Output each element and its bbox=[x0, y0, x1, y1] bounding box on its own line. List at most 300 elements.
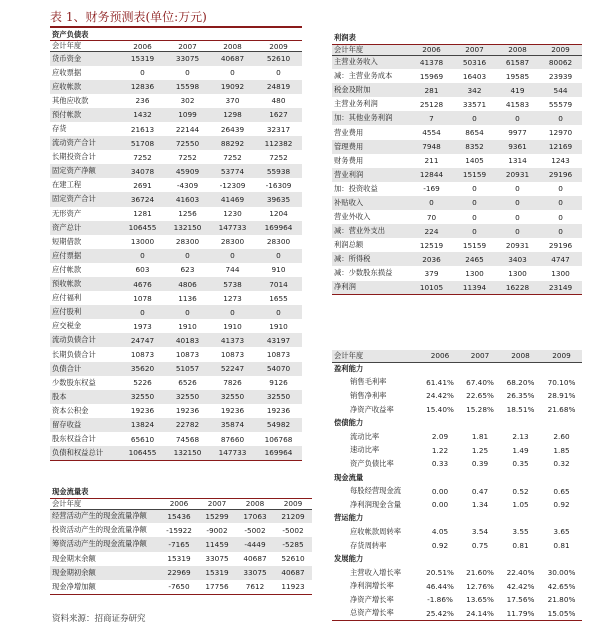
row-value: 132150 bbox=[165, 446, 210, 460]
row-value: 68.20% bbox=[506, 377, 535, 387]
row-value: 7948 bbox=[410, 140, 453, 154]
table-row bbox=[332, 580, 582, 594]
row-value: 23149 bbox=[539, 281, 582, 295]
row-value: 19236 bbox=[130, 406, 155, 416]
row-value: 0 bbox=[165, 249, 210, 263]
row-value: 21.68% bbox=[547, 405, 576, 415]
row-value: 0 bbox=[255, 249, 302, 263]
row-value: -5002 bbox=[282, 525, 304, 535]
row-value: 34078 bbox=[120, 164, 165, 178]
row-value: 4806 bbox=[165, 277, 210, 291]
row-value: 17756 bbox=[198, 580, 236, 594]
row-value: -1.86% bbox=[427, 595, 453, 605]
table-row bbox=[50, 192, 302, 206]
row-value: 16403 bbox=[462, 71, 487, 81]
row-label: 销售毛利率 bbox=[350, 377, 387, 387]
row-value: 1627 bbox=[255, 108, 302, 122]
row-value: 211 bbox=[424, 156, 439, 166]
row-value: 24747 bbox=[120, 333, 165, 347]
table-row bbox=[50, 178, 302, 192]
row-value: 12169 bbox=[539, 140, 582, 154]
row-value: -169 bbox=[423, 184, 440, 194]
row-value: 15299 bbox=[198, 509, 236, 523]
table-row bbox=[332, 69, 582, 83]
row-value: 35620 bbox=[120, 362, 165, 376]
row-value: 17.56% bbox=[506, 595, 535, 605]
row-value: 22144 bbox=[175, 124, 200, 134]
row-value: 3403 bbox=[496, 252, 539, 266]
table-row bbox=[332, 210, 582, 224]
table-row bbox=[332, 389, 582, 403]
row-value: 112382 bbox=[255, 136, 302, 150]
row-value: 0.92 bbox=[431, 541, 449, 551]
header-row bbox=[50, 498, 312, 509]
row-value: 1314 bbox=[508, 156, 527, 166]
table-row bbox=[332, 539, 582, 553]
row-value: 4676 bbox=[120, 277, 165, 291]
row-value: 15319 bbox=[167, 554, 191, 564]
row-value: 0 bbox=[410, 196, 453, 210]
section-title-row bbox=[50, 30, 302, 41]
row-value: 40687 bbox=[274, 566, 312, 580]
row-value: 51708 bbox=[120, 136, 165, 150]
table-row bbox=[332, 182, 582, 196]
row-value: 20931 bbox=[496, 168, 539, 182]
row-value: 224 bbox=[410, 224, 453, 238]
row-label: 减：主营业务成本 bbox=[334, 71, 393, 81]
table-row bbox=[50, 66, 302, 80]
header-year: 2009 bbox=[274, 498, 312, 509]
table-row bbox=[332, 196, 582, 210]
row-value: 9977 bbox=[508, 128, 527, 138]
row-label: 加：投资收益 bbox=[334, 183, 378, 193]
ratio-group-name: 偿债能力 bbox=[334, 418, 364, 428]
row-value: 744 bbox=[225, 265, 240, 275]
table-row bbox=[50, 390, 302, 404]
table-row bbox=[50, 432, 302, 446]
row-value: 15319 bbox=[120, 52, 165, 66]
row-value: 236 bbox=[135, 96, 150, 106]
row-value: 32550 bbox=[255, 390, 302, 404]
row-value: 0 bbox=[453, 224, 496, 238]
row-label: 货币资金 bbox=[50, 52, 120, 66]
row-value: 10873 bbox=[266, 350, 291, 360]
row-value: 40687 bbox=[210, 52, 255, 66]
table-row bbox=[332, 154, 582, 168]
table-row bbox=[332, 238, 582, 252]
row-value: 480 bbox=[271, 96, 286, 106]
row-value: 0 bbox=[230, 68, 235, 78]
financial-ratios-table bbox=[332, 350, 582, 621]
row-label: 加：其他业务利润 bbox=[332, 111, 410, 125]
row-label: 存货周转率 bbox=[350, 540, 387, 550]
ratio-group-row bbox=[332, 552, 582, 566]
row-value: 0 bbox=[515, 184, 520, 194]
row-value: 1273 bbox=[223, 293, 242, 303]
row-value: 9126 bbox=[269, 378, 288, 388]
row-value: 1973 bbox=[133, 321, 152, 331]
row-value: 52247 bbox=[210, 362, 255, 376]
row-label: 营业费用 bbox=[334, 127, 364, 137]
row-value: 4.05 bbox=[431, 527, 449, 537]
row-value: 52610 bbox=[281, 554, 305, 564]
row-value: 33075 bbox=[236, 566, 274, 580]
row-value: 21209 bbox=[274, 509, 312, 523]
header-year: 2006 bbox=[420, 350, 460, 362]
table-row bbox=[50, 418, 302, 432]
row-value: 28300 bbox=[220, 237, 245, 247]
row-value: 0.81 bbox=[512, 541, 529, 551]
row-value: 1078 bbox=[133, 293, 152, 303]
table-row bbox=[50, 94, 302, 108]
row-value: 41469 bbox=[210, 192, 255, 206]
row-label: 短期借款 bbox=[52, 236, 82, 246]
row-label: 预收帐款 bbox=[50, 277, 120, 291]
ratio-group-row bbox=[332, 471, 582, 485]
ratio-group-row bbox=[332, 362, 582, 376]
header-year: 2006 bbox=[410, 44, 453, 55]
table-row bbox=[332, 525, 582, 539]
title-rule bbox=[50, 26, 302, 28]
table-row bbox=[332, 607, 582, 621]
row-label: 长期投资合计 bbox=[52, 152, 96, 162]
row-value: 0.47 bbox=[471, 486, 489, 496]
row-label: 财务费用 bbox=[334, 155, 364, 165]
row-value: 0 bbox=[558, 184, 563, 194]
header-row bbox=[50, 41, 302, 52]
header-row bbox=[332, 350, 582, 362]
row-value: 0.75 bbox=[471, 541, 489, 551]
row-label: 补贴收入 bbox=[332, 196, 410, 210]
header-year: 2009 bbox=[541, 350, 582, 362]
row-value: 24.14% bbox=[460, 607, 500, 621]
row-label: 无形资产 bbox=[52, 208, 82, 218]
row-value: 7014 bbox=[255, 277, 302, 291]
row-value: -7650 bbox=[160, 580, 198, 594]
table-row bbox=[332, 111, 582, 125]
row-value: 12970 bbox=[548, 128, 573, 138]
row-value: 0 bbox=[185, 68, 190, 78]
row-value: 36724 bbox=[120, 192, 165, 206]
row-value: 1405 bbox=[465, 156, 484, 166]
row-value: 302 bbox=[180, 96, 195, 106]
row-label: 存货 bbox=[52, 124, 67, 134]
table-row bbox=[50, 277, 302, 291]
table-row bbox=[332, 498, 582, 512]
row-label: 经营活动产生的现金流量净额 bbox=[50, 509, 160, 523]
ratio-group-name: 盈利能力 bbox=[334, 364, 364, 374]
row-value: 0 bbox=[496, 224, 539, 238]
row-value: 19236 bbox=[266, 406, 291, 416]
row-label: 净利润 bbox=[332, 281, 410, 295]
row-value: 43197 bbox=[255, 333, 302, 347]
row-value: 65610 bbox=[130, 434, 155, 444]
source-note: 资料来源：招商证券研究 bbox=[52, 614, 146, 624]
table-row bbox=[50, 333, 302, 347]
header-row bbox=[332, 44, 582, 55]
table-row bbox=[50, 446, 302, 460]
row-value: 15598 bbox=[165, 80, 210, 94]
row-value: 19236 bbox=[220, 406, 245, 416]
row-label: 税金及附加 bbox=[332, 83, 410, 97]
table-row bbox=[50, 376, 302, 390]
row-value: 9361 bbox=[496, 140, 539, 154]
table-row bbox=[50, 263, 302, 277]
row-value: 15159 bbox=[462, 240, 487, 250]
row-value: -5002 bbox=[244, 525, 266, 535]
table-row bbox=[50, 537, 312, 551]
row-value: 28.91% bbox=[547, 391, 576, 401]
table-row bbox=[50, 509, 312, 523]
row-value: 7252 bbox=[133, 152, 152, 162]
table-row bbox=[50, 566, 312, 580]
table-row bbox=[332, 484, 582, 498]
row-label: 留存收益 bbox=[50, 418, 120, 432]
row-value: 7826 bbox=[223, 378, 242, 388]
row-value: 0 bbox=[496, 111, 539, 125]
row-value: 0.92 bbox=[553, 500, 570, 510]
row-value: 41583 bbox=[505, 99, 530, 109]
row-value: 15.28% bbox=[466, 405, 494, 415]
page-title: 表 1、财务预测表(单位:万元) bbox=[50, 10, 207, 24]
row-value: 50316 bbox=[453, 55, 496, 69]
row-value: 13824 bbox=[120, 418, 165, 432]
table-row bbox=[50, 291, 302, 305]
row-label: 净资产增长率 bbox=[350, 594, 394, 604]
row-value: 21613 bbox=[130, 124, 155, 134]
row-label: 净利润增长率 bbox=[350, 581, 394, 591]
row-label: 销售净利率 bbox=[350, 390, 387, 400]
row-value: 1.25 bbox=[471, 445, 489, 455]
row-value: 0.35 bbox=[512, 459, 529, 469]
row-value: 169964 bbox=[255, 221, 302, 235]
header-year: 2007 bbox=[453, 44, 496, 55]
row-value: 0.00 bbox=[431, 500, 449, 510]
row-value: -15922 bbox=[166, 525, 192, 535]
row-value: -7165 bbox=[160, 537, 198, 551]
table-row bbox=[50, 150, 302, 164]
table-row bbox=[332, 97, 582, 111]
table-row bbox=[332, 252, 582, 266]
row-value: 11923 bbox=[274, 580, 312, 594]
row-value: 16228 bbox=[496, 281, 539, 295]
table-row bbox=[50, 552, 312, 566]
header-year: 2007 bbox=[165, 41, 210, 52]
row-value: 87660 bbox=[220, 434, 245, 444]
row-value: 1910 bbox=[178, 321, 197, 331]
row-value: 40687 bbox=[243, 554, 267, 564]
row-value: 33075 bbox=[205, 554, 229, 564]
header-year: 2009 bbox=[539, 44, 582, 55]
row-value: 2465 bbox=[453, 252, 496, 266]
row-value: 10873 bbox=[130, 350, 155, 360]
table-row bbox=[332, 403, 582, 417]
row-label: 投资活动产生的现金流量净额 bbox=[52, 525, 147, 535]
row-value: 0 bbox=[539, 224, 582, 238]
row-value: 1910 bbox=[269, 321, 288, 331]
row-value: 12844 bbox=[410, 168, 453, 182]
row-value: 39635 bbox=[255, 192, 302, 206]
row-value: 0 bbox=[472, 184, 477, 194]
header-year: 2008 bbox=[496, 44, 539, 55]
row-value: 41378 bbox=[410, 55, 453, 69]
balance-sheet-table bbox=[50, 30, 302, 461]
row-value: 1910 bbox=[223, 321, 242, 331]
table-row bbox=[50, 249, 302, 263]
row-label: 应付福利 bbox=[52, 293, 82, 303]
row-value: 1.49 bbox=[512, 445, 529, 455]
row-label: 固定资产合计 bbox=[50, 192, 120, 206]
row-label: 应付帐款 bbox=[52, 264, 82, 274]
row-value: 0.65 bbox=[553, 486, 570, 496]
row-value: 7 bbox=[410, 111, 453, 125]
table-row bbox=[332, 55, 582, 69]
row-value: 0 bbox=[558, 212, 563, 222]
row-value: 70.10% bbox=[547, 377, 576, 387]
row-value: 15.40% bbox=[426, 405, 454, 415]
row-label: 净利润现金含量 bbox=[350, 499, 402, 509]
row-value: 0.32 bbox=[553, 459, 570, 469]
row-value: 7252 bbox=[269, 152, 288, 162]
row-value: 1298 bbox=[210, 108, 255, 122]
row-value: 1230 bbox=[223, 209, 242, 219]
row-value: 147733 bbox=[210, 446, 255, 460]
section-title-row bbox=[50, 486, 312, 498]
table-row bbox=[332, 566, 582, 580]
row-value: 41373 bbox=[210, 333, 255, 347]
row-value: 8654 bbox=[465, 128, 484, 138]
row-label: 减：少数股东损益 bbox=[334, 268, 393, 278]
row-value: 33571 bbox=[462, 99, 487, 109]
row-label: 长期负债合计 bbox=[52, 349, 96, 359]
row-value: 0.39 bbox=[471, 459, 489, 469]
row-label: 流动负债合计 bbox=[50, 333, 120, 347]
row-value: 51057 bbox=[165, 362, 210, 376]
table-row bbox=[50, 207, 302, 221]
row-value: 32550 bbox=[120, 390, 165, 404]
row-value: 5738 bbox=[210, 277, 255, 291]
row-value: 0 bbox=[496, 196, 539, 210]
row-value: 88292 bbox=[210, 136, 255, 150]
row-label: 流动资产合计 bbox=[50, 136, 120, 150]
row-value: -16309 bbox=[265, 180, 292, 190]
row-label: 利润总额 bbox=[334, 240, 364, 250]
row-value: 0 bbox=[255, 305, 302, 319]
row-label: 预付帐款 bbox=[50, 108, 120, 122]
row-label: 股东权益合计 bbox=[52, 434, 96, 444]
header-label: 会计年度 bbox=[50, 41, 120, 52]
row-value: 35874 bbox=[210, 418, 255, 432]
table-row bbox=[332, 125, 582, 139]
row-label: 主营收入增长率 bbox=[350, 567, 402, 577]
row-value: 4554 bbox=[422, 128, 441, 138]
table-row bbox=[50, 80, 302, 94]
row-value: 0 bbox=[515, 212, 520, 222]
row-label: 减：所得税 bbox=[332, 252, 410, 266]
ratio-group-name: 现金流量 bbox=[334, 472, 364, 482]
table-row bbox=[332, 224, 582, 238]
table-row bbox=[50, 221, 302, 235]
row-label: 现金期初余额 bbox=[50, 566, 160, 580]
row-value: 17063 bbox=[236, 509, 274, 523]
table-row bbox=[50, 235, 302, 249]
table-row bbox=[332, 281, 582, 295]
row-value: 15159 bbox=[453, 168, 496, 182]
row-value: 24.42% bbox=[426, 391, 454, 401]
row-value: 23939 bbox=[548, 71, 573, 81]
row-value: 1.05 bbox=[512, 500, 529, 510]
row-value: -9002 bbox=[206, 525, 228, 535]
income-statement-table bbox=[332, 33, 582, 295]
section-title-row bbox=[332, 33, 582, 44]
header-year: 2007 bbox=[198, 498, 236, 509]
row-value: 22782 bbox=[165, 418, 210, 432]
row-value: 22969 bbox=[160, 566, 198, 580]
table-row bbox=[332, 430, 582, 444]
row-label: 管理费用 bbox=[332, 140, 410, 154]
row-value: 3.54 bbox=[471, 527, 489, 537]
row-value: 45909 bbox=[165, 164, 210, 178]
row-label: 负债合计 bbox=[50, 362, 120, 376]
row-value: 10105 bbox=[410, 281, 453, 295]
row-value: 0 bbox=[539, 111, 582, 125]
row-value: 1099 bbox=[165, 108, 210, 122]
row-value: 2.09 bbox=[431, 432, 449, 442]
row-value: 22.65% bbox=[466, 391, 494, 401]
row-value: 0 bbox=[453, 111, 496, 125]
row-value: -12309 bbox=[219, 180, 246, 190]
row-value: -4449 bbox=[236, 537, 274, 551]
row-label: 在建工程 bbox=[52, 180, 82, 190]
row-value: 61.41% bbox=[426, 377, 454, 387]
header-year: 2009 bbox=[255, 41, 302, 52]
row-label: 流动比率 bbox=[350, 431, 380, 441]
table-row bbox=[50, 362, 302, 376]
row-value: 281 bbox=[410, 83, 453, 97]
row-value: 24819 bbox=[255, 80, 302, 94]
ratio-group-name: 营运能力 bbox=[334, 513, 364, 523]
row-value: 29196 bbox=[539, 168, 582, 182]
table-row bbox=[50, 319, 302, 333]
row-value: 13.65% bbox=[466, 595, 494, 605]
row-value: -4309 bbox=[176, 180, 199, 190]
row-label: 主营业务收入 bbox=[332, 55, 410, 69]
row-label: 净资产收益率 bbox=[350, 404, 394, 414]
row-value: 26439 bbox=[220, 124, 245, 134]
row-value: 53774 bbox=[210, 164, 255, 178]
table-row bbox=[332, 140, 582, 154]
row-value: 2.13 bbox=[512, 432, 529, 442]
row-label: 应交税金 bbox=[52, 321, 82, 331]
row-value: 30.00% bbox=[547, 568, 576, 578]
table-row bbox=[332, 593, 582, 607]
row-value: 1204 bbox=[269, 209, 288, 219]
row-label: 筹资活动产生的现金流量净额 bbox=[50, 537, 160, 551]
row-value: 0 bbox=[165, 305, 210, 319]
row-label: 减：营业外支出 bbox=[332, 224, 410, 238]
row-value: 10873 bbox=[220, 350, 245, 360]
row-value: 5226 bbox=[133, 378, 152, 388]
row-value: 28300 bbox=[266, 237, 291, 247]
row-value: 7612 bbox=[236, 580, 274, 594]
row-value: 15.05% bbox=[541, 607, 582, 621]
row-value: 0.33 bbox=[431, 459, 449, 469]
row-value: 46.44% bbox=[426, 581, 454, 591]
table-row bbox=[50, 523, 312, 537]
table-row bbox=[50, 136, 302, 150]
header-year: 2007 bbox=[460, 350, 500, 362]
row-value: 0 bbox=[453, 196, 496, 210]
